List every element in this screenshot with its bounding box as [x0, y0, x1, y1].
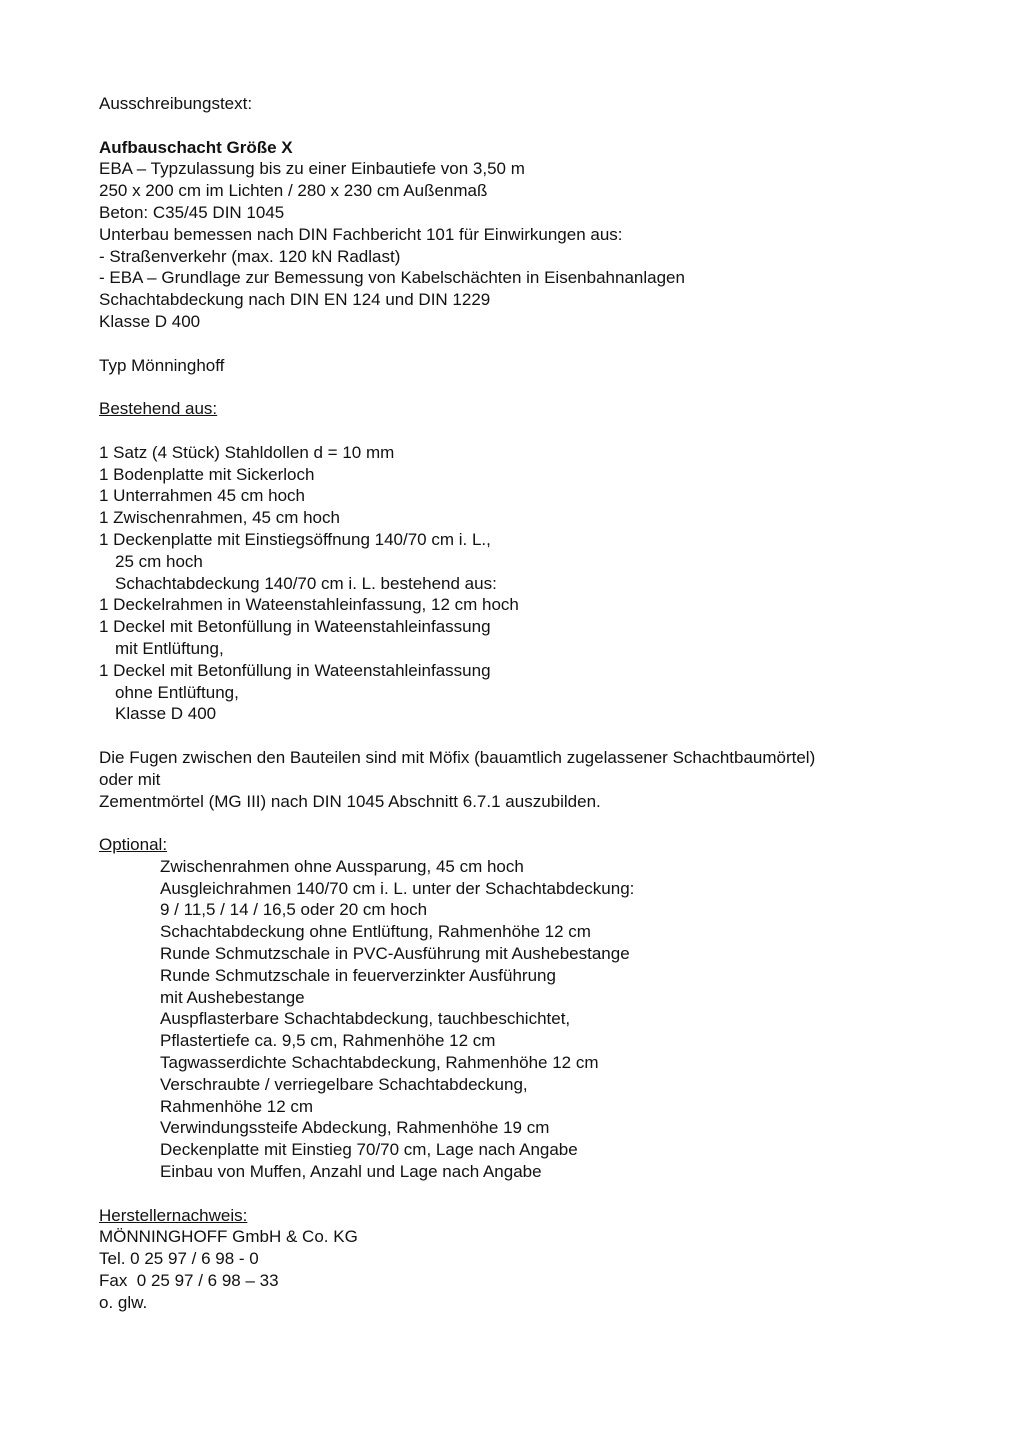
manufacturer-name: MÖNNINGHOFF GmbH & Co. KG [99, 1227, 358, 1247]
intro-label: Ausschreibungstext: [99, 94, 253, 113]
component-item: mit Entlüftung, [115, 638, 224, 658]
spacer [99, 725, 959, 747]
optional-item: Deckenplatte mit Einstieg 70/70 cm, Lage nach Angabe [160, 1140, 578, 1160]
manufacturer-equivalent-note: o. glw. [99, 1292, 148, 1312]
optional-item: Pflastertiefe ca. 9,5 cm, Rahmenhöhe 12 cm [160, 1031, 496, 1051]
optional-item: Ausgleichrahmen 140/70 cm i. L. unter der Schachtabdeckung: [160, 878, 635, 898]
component-item: 1 Deckelrahmen in Wateenstahleinfassung, 12 cm hoch [99, 595, 519, 615]
spacer [99, 1183, 959, 1205]
component-item: Klasse D 400 [115, 704, 217, 724]
spec-line: EBA – Typzulassung bis zu einer Einbautiefe von 3,50 m [99, 159, 525, 179]
component-item: 1 Satz (4 Stück) Stahldollen d = 10 mm [99, 442, 395, 462]
optional-item: Auspflasterbare Schachtabdeckung, tauchbeschichtet, [160, 1009, 571, 1029]
optional-item: 9 / 11,5 / 14 / 16,5 oder 20 cm hoch [160, 900, 428, 920]
component-item: 1 Zwischenrahmen, 45 cm hoch [99, 508, 340, 528]
component-item: 1 Deckel mit Betonfüllung in Wateenstahleinfassung [99, 660, 491, 680]
component-item: 1 Unterrahmen 45 cm hoch [99, 486, 305, 506]
component-item: 25 cm hoch [115, 551, 203, 571]
components-list [99, 442, 959, 725]
optional-item: Runde Schmutzschale in PVC-Ausführung mit Aushebestange [160, 944, 630, 964]
optional-item: Verschraubte / verriegelbare Schachtabdeckung, [160, 1074, 528, 1094]
spacer [99, 420, 959, 442]
spec-line: Unterbau bemessen nach DIN Fachbericht 101 für Einwirkungen aus: [99, 224, 623, 244]
optional-item: mit Aushebestange [160, 987, 305, 1007]
joints-line: oder mit [99, 769, 161, 789]
spacer [99, 333, 959, 355]
manufacturer-fax: Fax 0 25 97 / 6 98 – 33 [99, 1271, 279, 1291]
spacer [99, 115, 959, 137]
manufacturer-block [99, 1226, 959, 1313]
optional-item: Rahmenhöhe 12 cm [160, 1096, 314, 1116]
component-item: 1 Bodenplatte mit Sickerloch [99, 464, 315, 484]
component-item: ohne Entlüftung, [115, 682, 239, 702]
spec-line: Klasse D 400 [99, 311, 201, 331]
components-heading: Bestehend aus: [99, 399, 218, 419]
spec-line: - EBA – Grundlage zur Bemessung von Kabelschächten in Eisenbahnanlagen [99, 268, 685, 288]
spec-line: - Straßenverkehr (max. 120 kN Radlast) [99, 246, 401, 266]
optional-item: Einbau von Muffen, Anzahl und Lage nach Angabe [160, 1162, 542, 1182]
spec-line: 250 x 200 cm im Lichten / 280 x 230 cm Außenmaß [99, 181, 488, 201]
joints-line: Die Fugen zwischen den Bauteilen sind mit Möfix (bauamtlich zugelassener Schachtbaumörtel) [99, 747, 816, 767]
component-item: 1 Deckel mit Betonfüllung in Wateenstahleinfassung [99, 617, 491, 637]
component-item: 1 Deckenplatte mit Einstiegsöffnung 140/70 cm i. L., [99, 529, 491, 549]
manufacturer-phone: Tel. 0 25 97 / 6 98 - 0 [99, 1249, 259, 1269]
specification-block [99, 158, 959, 332]
spacer [99, 812, 959, 834]
component-item: Schachtabdeckung 140/70 cm i. L. bestehend aus: [115, 573, 497, 593]
manufacturer-heading: Herstellernachweis: [99, 1205, 248, 1225]
optional-item: Zwischenrahmen ohne Aussparung, 45 cm hoch [160, 856, 524, 876]
optional-item: Verwindungssteife Abdeckung, Rahmenhöhe 19 cm [160, 1118, 550, 1138]
spec-line: Schachtabdeckung nach DIN EN 124 und DIN 1229 [99, 290, 491, 310]
type-line: Typ Mönninghoff [99, 355, 225, 375]
optional-item: Schachtabdeckung ohne Entlüftung, Rahmenhöhe 12 cm [160, 922, 591, 942]
optional-item: Runde Schmutzschale in feuerverzinkter Ausführung [160, 965, 556, 985]
document-page [99, 93, 959, 1314]
optional-heading: Optional: [99, 835, 168, 855]
optional-list [99, 856, 959, 1183]
joints-line: Zementmörtel (MG III) nach DIN 1045 Abschnitt 6.7.1 auszubilden. [99, 791, 601, 811]
optional-item: Tagwasserdichte Schachtabdeckung, Rahmenhöhe 12 cm [160, 1053, 599, 1073]
joints-paragraph [99, 747, 959, 812]
document-title: Aufbauschacht Größe X [99, 137, 293, 157]
spec-line: Beton: C35/45 DIN 1045 [99, 202, 285, 222]
spacer [99, 376, 959, 398]
